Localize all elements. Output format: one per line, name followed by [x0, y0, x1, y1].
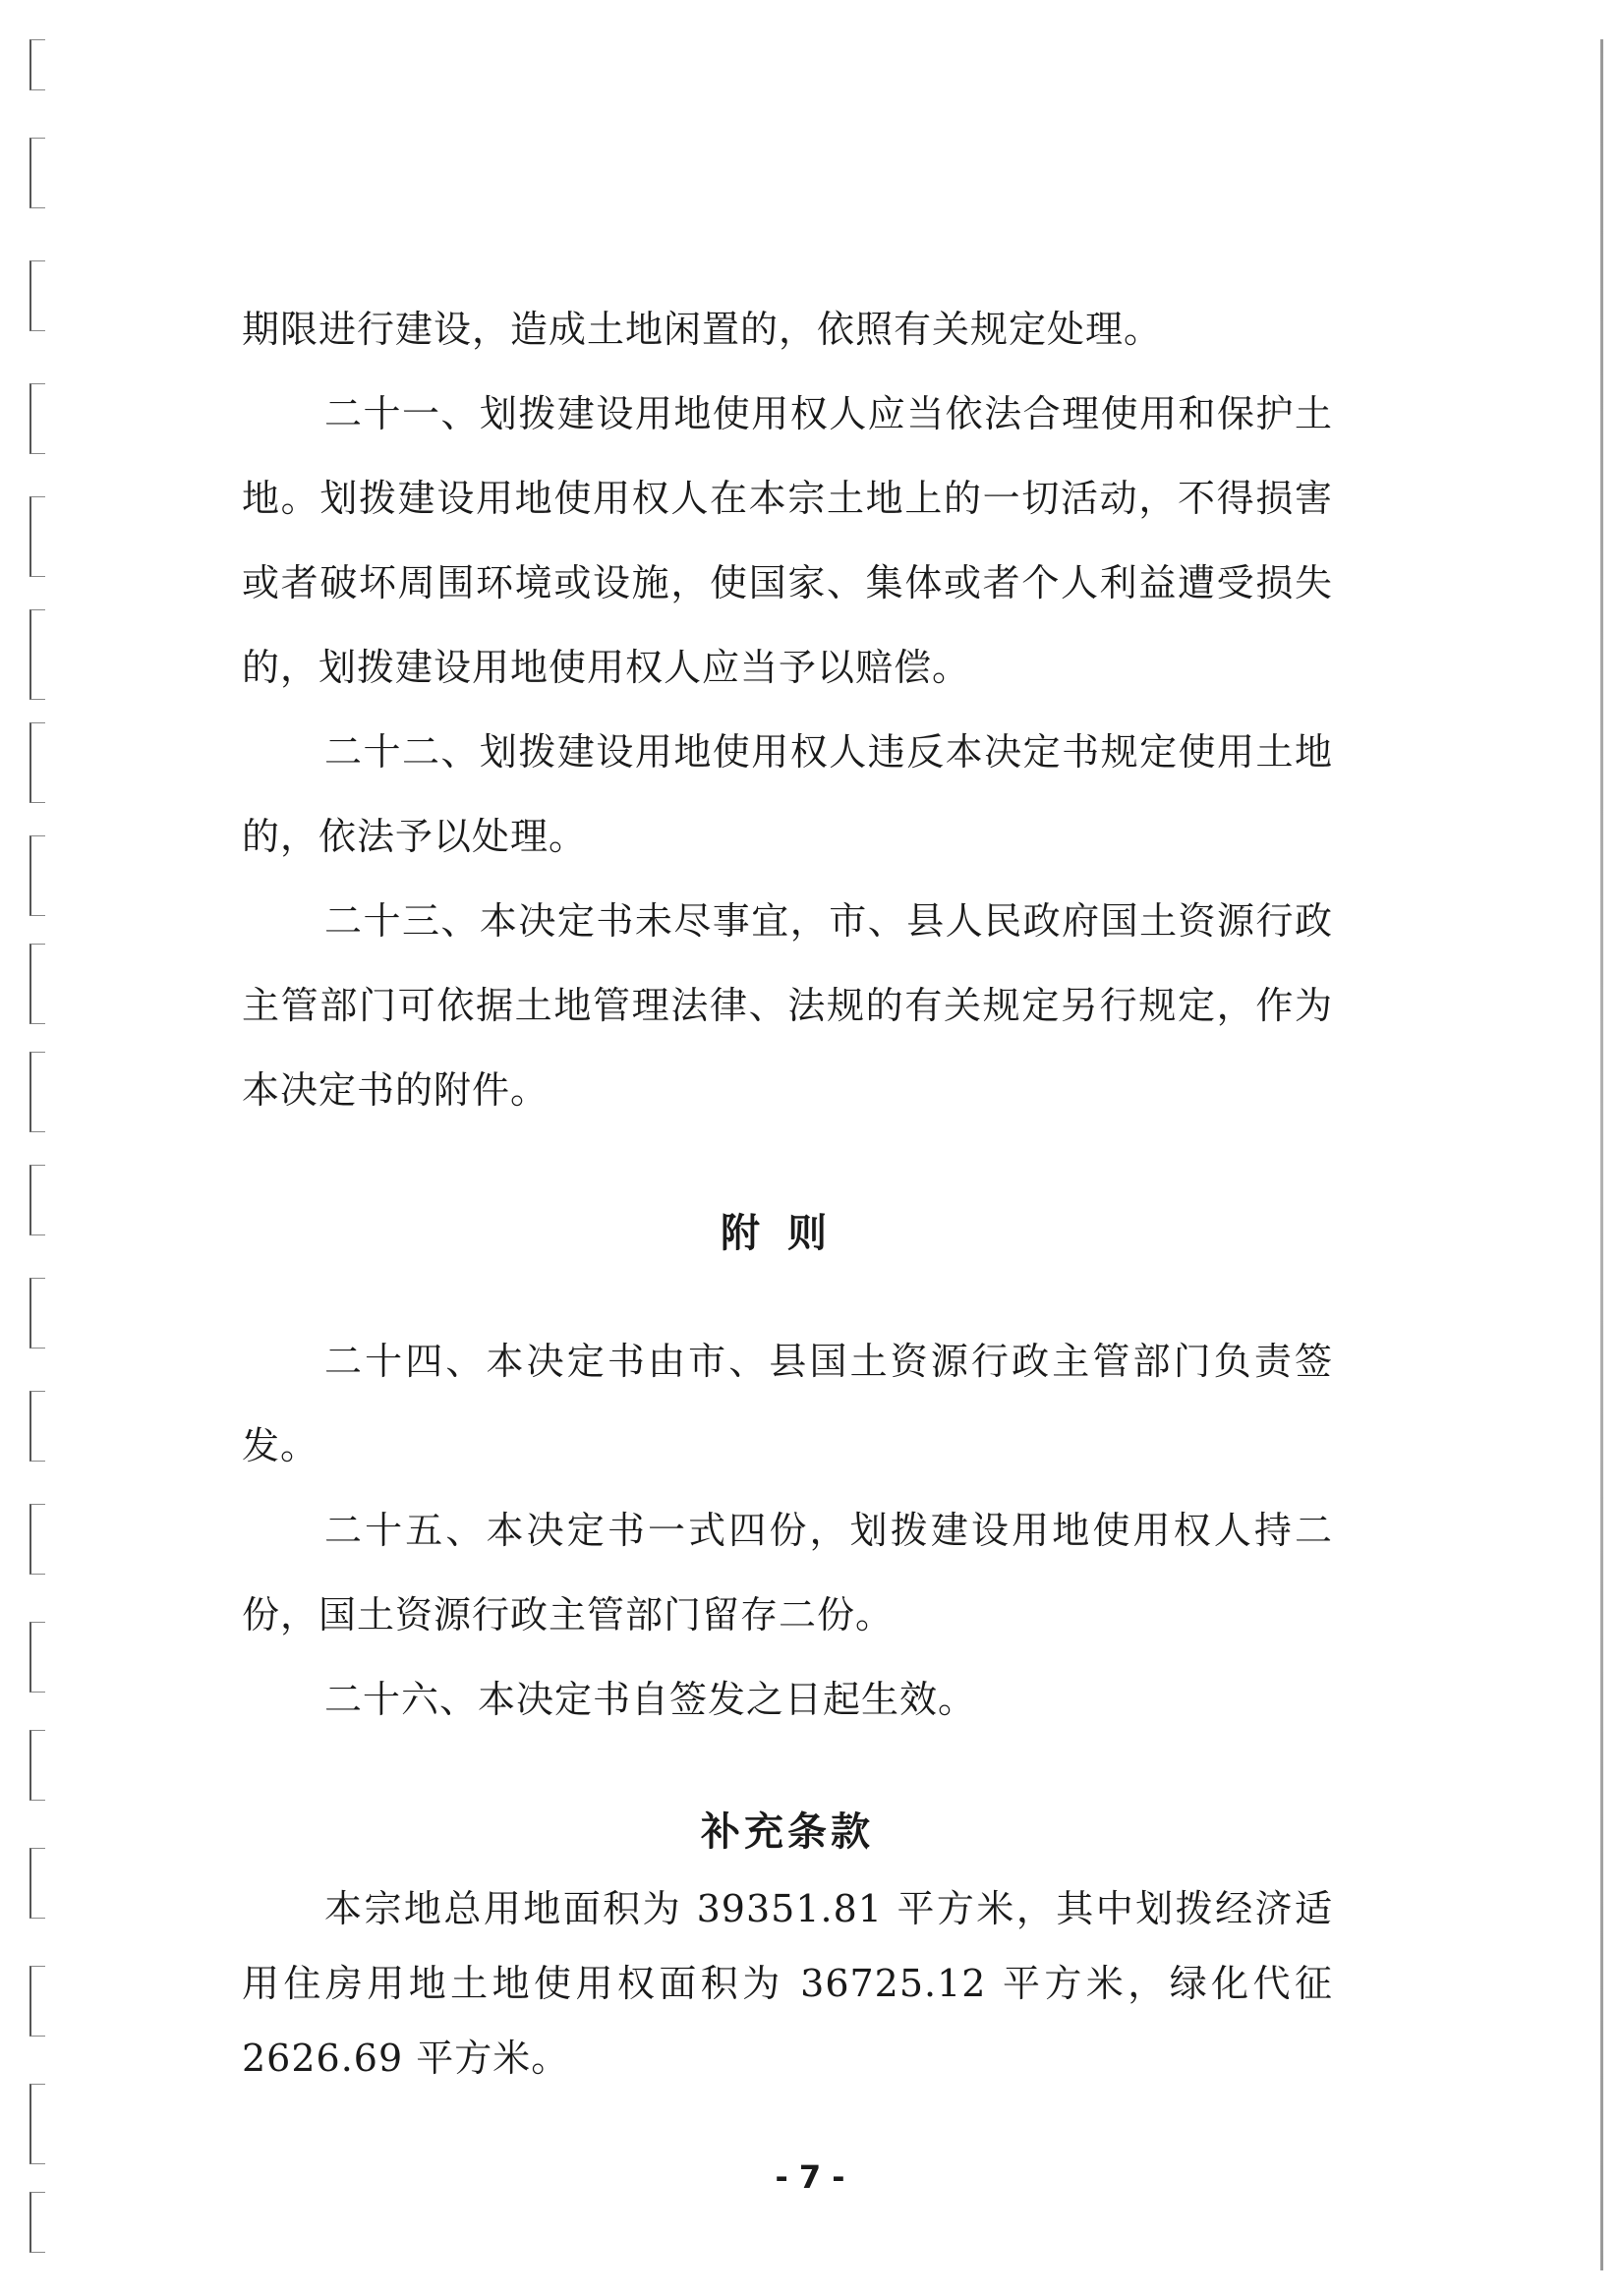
paragraph-continuation: 期限进行建设，造成土地闲置的，依照有关规定处理。	[242, 308, 1163, 351]
supplement-title: 补充条款	[701, 1809, 874, 1855]
supplement-paragraph: 本宗地总用地面积为 39351.81 平方米，其中划拨经济适用住房用地土地使用权面积为 36725.12 平方米，绿化代征 2626.69 平方米。	[242, 1887, 1333, 2080]
clause-22: 二十二、划拨建设用地使用权人违反本决定书规定使用土地的，依法予以处理。	[242, 730, 1333, 858]
clause-21: 二十一、划拨建设用地使用权人应当依法合理使用和保护土地。划拨建设用地使用权人在本宗土地上的一切活动，不得损害或者破坏周围环境或设施，使国家、集体或者个人利益遭受损失的，划拨建设用地使用权人应当予以赔偿。	[242, 392, 1333, 689]
page-number: - 7 -	[775, 2158, 845, 2196]
clause-25: 二十五、本决定书一式四份，划拨建设用地使用权人持二份，国土资源行政主管部门留存二份。	[242, 1509, 1333, 1636]
scan-edge-line	[1600, 39, 1603, 2270]
clause-26: 二十六、本决定书自签发之日起生效。	[324, 1678, 977, 1721]
clause-23: 二十三、本决定书未尽事宜，市、县人民政府国土资源行政主管部门可依据土地管理法律、法规的有关规定另行规定，作为本决定书的附件。	[242, 899, 1333, 1112]
appendix-title: 附则	[721, 1211, 854, 1256]
document-body	[242, 287, 1333, 2095]
binding-marks	[22, 39, 61, 2261]
clause-24: 二十四、本决定书由市、县国土资源行政主管部门负责签发。	[242, 1340, 1333, 1467]
